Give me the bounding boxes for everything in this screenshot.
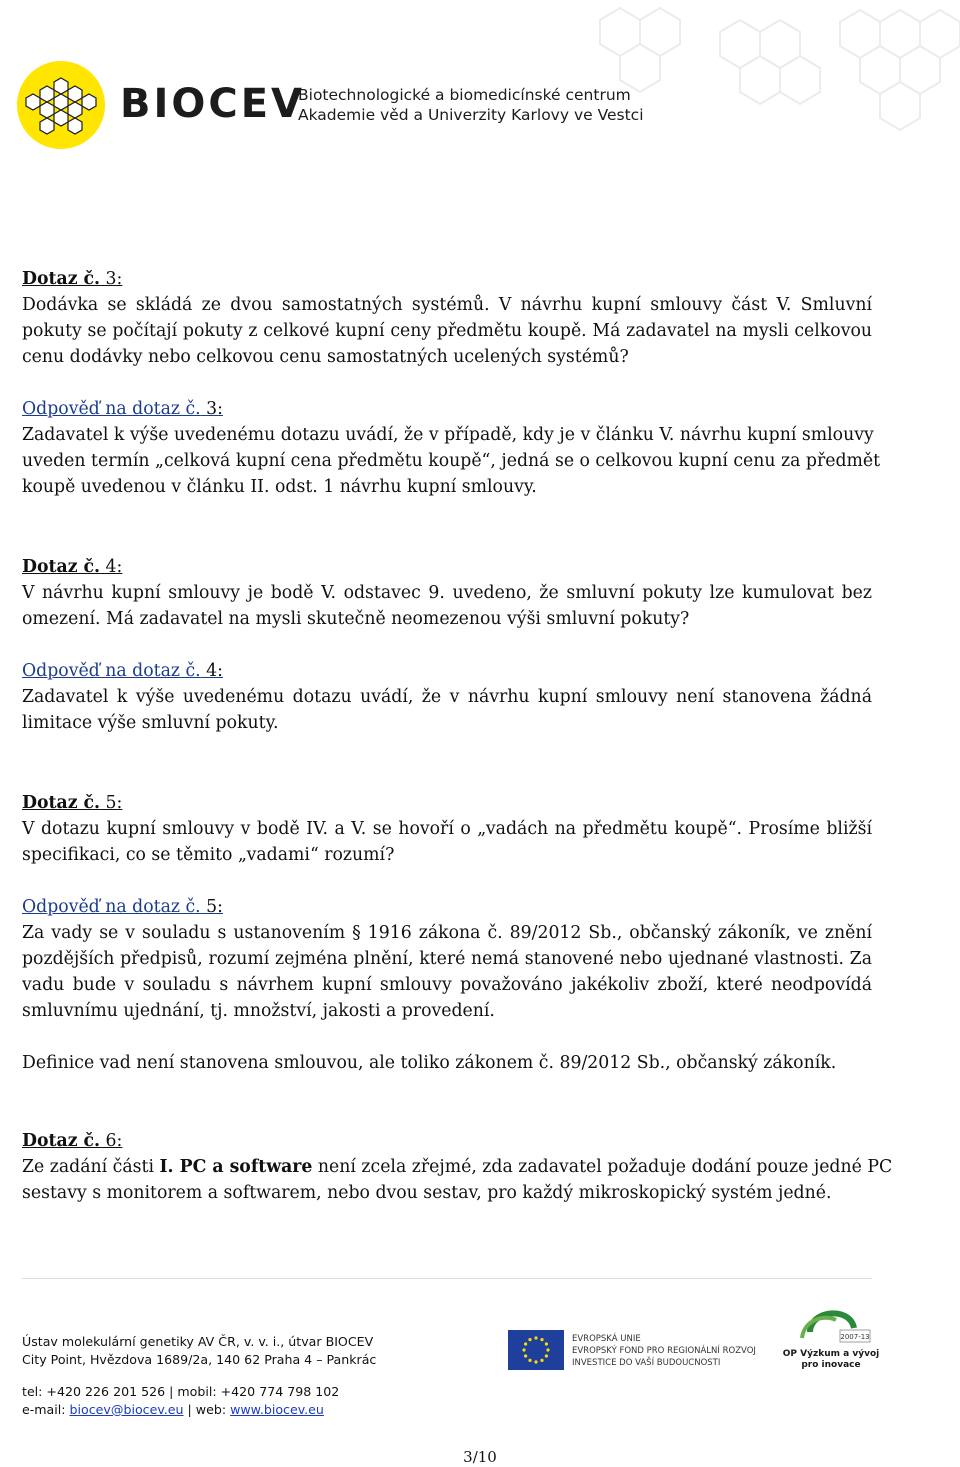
question-5-line-1: V dotazu kupní smlouvy v bodě IV. a V. se hovoří o „vadách na předmětu koupě“. Prosíme bližší: [22, 819, 872, 839]
email-label: e-mail:: [22, 1402, 70, 1417]
heading-label: Odpověď na dotaz č.: [22, 897, 201, 917]
eu-line-3: INVESTICE DO VAŠÍ BUDOUCNOSTI: [572, 1358, 721, 1368]
heading-number: 3:: [100, 269, 123, 289]
op-years: 2007-13: [840, 1333, 870, 1341]
question-3-line-2: pokuty se počítají pokuty z celkové kupní ceny předmětu koupě. Má zadavatel na mysli celkovou: [22, 321, 872, 341]
question-5-heading: [22, 790, 872, 816]
question-6-line-2: sestavy s monitorem a softwarem, nebo dvou sestav, pro každý mikroskopický systém jedné.: [22, 1183, 832, 1203]
eu-text: [572, 1333, 756, 1369]
heading-number: 6:: [100, 1131, 123, 1151]
heading-label: Dotaz č.: [22, 557, 101, 577]
hexagon-pattern-background: [560, 0, 960, 150]
op-text: [776, 1349, 886, 1371]
heading-number: 3:: [200, 399, 223, 419]
heading-label: Dotaz č.: [22, 269, 101, 289]
question-4-heading: [22, 554, 872, 580]
heading-label: Dotaz č.: [22, 793, 101, 813]
answer-4-line-2: limitace výše smluvní pokuty.: [22, 713, 279, 733]
question-3-heading: [22, 266, 872, 292]
tagline-line-2: Akademie věd a Univerzity Karlovy ve Vestci: [298, 106, 644, 124]
answer-4-line-1: Zadavatel k výše uvedenému dotazu uvádí, že v návrhu kupní smlouvy není stanovena žádná: [22, 687, 872, 707]
question-6-heading: [22, 1128, 872, 1154]
answer-5-line-3: vadu bude v souladu s návrhem kupní smlouvy považováno jakékoliv zboží, které neodpovídá: [22, 975, 872, 995]
footer-contacts: [22, 1402, 324, 1418]
web-label: | web:: [183, 1402, 231, 1417]
heading-label: Dotaz č.: [22, 1131, 101, 1151]
question-4-line-1: V návrhu kupní smlouvy je bodě V. odstavec 9. uvedeno, že smluvní pokuty lze kumulovat bez: [22, 583, 872, 603]
answer-5-line-4: smluvnímu ujednání, tj. množství, jakosti a provedení.: [22, 1001, 495, 1021]
email-link[interactable]: biocev@biocev.eu: [69, 1402, 184, 1417]
footer-phone: tel: +420 226 201 526 | mobil: +420 774 798 102: [22, 1384, 340, 1399]
heading-number: 5:: [200, 897, 223, 917]
answer-5-heading: [22, 894, 872, 920]
answer-3-heading: [22, 396, 872, 422]
question-5-line-2: specifikaci, co se těmito „vadami“ rozumí?: [22, 845, 395, 865]
footer-address: City Point, Hvězdova 1689/2a, 140 62 Praha 4 – Pankrác: [22, 1352, 377, 1367]
page-number: 3/10: [463, 1448, 497, 1466]
op-line-2: pro inovace: [801, 1360, 861, 1370]
heading-number: 4:: [200, 661, 223, 681]
eu-line-2: EVROPSKÝ FOND PRO REGIONÁLNÍ ROZVOJ: [572, 1346, 756, 1356]
question-4-line-2: omezení. Má zadavatel na mysli skutečně neomezenou výši smluvní pokuty?: [22, 609, 690, 629]
footer-org: Ústav molekulární genetiky AV ČR, v. v. i., útvar BIOCEV: [22, 1334, 374, 1349]
brand-name: BIOCEV: [120, 81, 306, 127]
eu-flag-icon: [508, 1330, 564, 1370]
question-3-line-3: cenu dodávky nebo celkovou cenu samostatných ucelených systémů?: [22, 347, 629, 367]
question-6-line-1: [22, 1154, 893, 1180]
q6-line1-post: není zcela zřejmé, zda zadavatel požaduje dodání pouze jedné PC: [312, 1157, 893, 1177]
answer-3-line-2: uveden termín „celková kupní cena předmětu koupě“, jedná se o celkovou kupní cenu za předmět: [22, 451, 881, 471]
heading-number: 4:: [100, 557, 123, 577]
heading-number: 5:: [100, 793, 123, 813]
answer-3-line-3: koupě uvedenou v článku II. odst. 1 návrhu kupní smlouvy.: [22, 477, 537, 497]
q6-line1-bold: I. PC a software: [159, 1157, 313, 1177]
answer-3-line-1: Zadavatel k výše uvedenému dotazu uvádí, že v případě, kdy je v článku V. návrhu kupní smlouvy: [22, 425, 874, 445]
answer-5-line-1: Za vady se v souladu s ustanovením § 1916 zákona č. 89/2012 Sb., občanský zákoník, ve znění: [22, 923, 872, 943]
web-link[interactable]: www.biocev.eu: [230, 1402, 324, 1417]
eu-line-1: EVROPSKÁ UNIE: [572, 1334, 641, 1344]
answer-5-line-2: pozdějších předpisů, rozumí zejména plnění, které nemá stanovené nebo ujednané vlastnosti. Za: [22, 949, 872, 969]
tagline-line-1: Biotechnologické a biomedicínské centrum: [298, 86, 631, 104]
q6-line1-pre: Ze zadání části: [22, 1157, 160, 1177]
heading-label: Odpověď na dotaz č.: [22, 399, 201, 419]
question-3-line-1: Dodávka se skládá ze dvou samostatných systémů. V návrhu kupní smlouvy část V. Smluvní: [22, 295, 872, 315]
answer-4-heading: [22, 658, 872, 684]
heading-label: Odpověď na dotaz č.: [22, 661, 201, 681]
answer-5-extra: Definice vad není stanovena smlouvou, ale toliko zákonem č. 89/2012 Sb., občanský zákoník.: [22, 1053, 837, 1073]
op-line-1: OP Výzkum a vývoj: [782, 1349, 880, 1359]
biocev-logo-icon: [16, 60, 106, 150]
footer-divider: [22, 1278, 872, 1279]
